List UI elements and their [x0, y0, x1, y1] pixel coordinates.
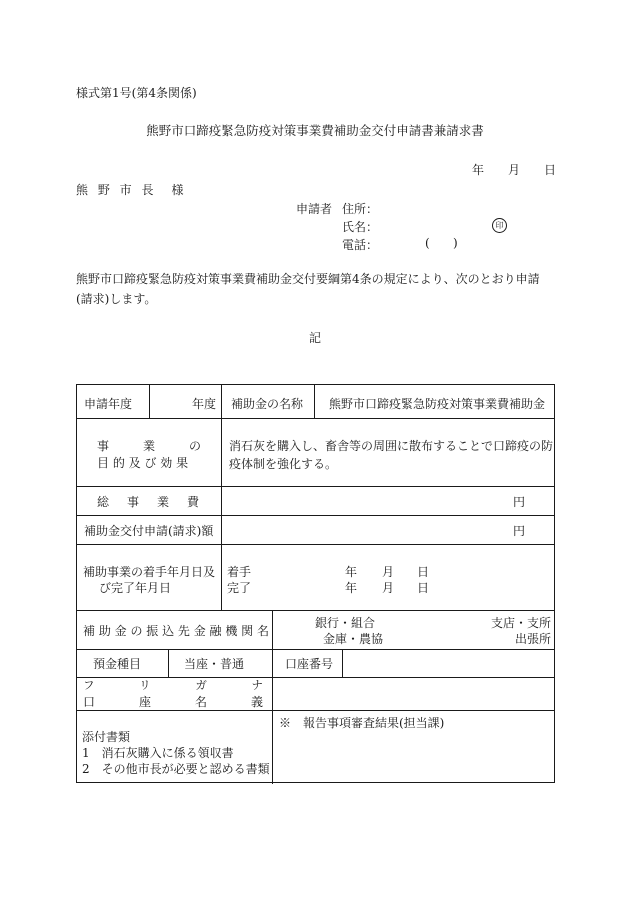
column-divider — [168, 649, 169, 677]
account-number-label: 口座番号 — [285, 657, 334, 671]
request-amount-label: 補助金交付申請(請求)額 — [84, 524, 214, 538]
period-label-line-2: び完了年月日 — [99, 581, 172, 595]
applicant-label: 申請者 — [296, 202, 333, 216]
bank-label: 補 助 金 の 振 込 先 金 融 機 関 名 — [83, 624, 269, 638]
subsidy-name-value: 熊野市口蹄疫緊急防疫対策事業費補助金 — [329, 397, 546, 411]
account-holder-label-char: 義 — [250, 695, 263, 709]
furigana-label — [83, 677, 263, 693]
row-divider — [77, 710, 554, 711]
application-year-label: 申請年度 — [84, 397, 133, 411]
application-statement: 熊野市口蹄疫緊急防疫対策事業費補助金交付要綱第4条の規定により、次のとおり申請(請求)します。 — [76, 272, 540, 306]
furigana-label-char: ナ — [251, 678, 263, 692]
application-form-table — [76, 384, 555, 783]
row-divider — [77, 649, 554, 650]
row-divider — [77, 486, 554, 487]
column-divider — [149, 385, 150, 418]
end-day-label: 日 — [417, 581, 430, 595]
purpose-text-line-2: 疫体制を強化する。 — [229, 457, 338, 471]
period-label-line-1: 補助事業の着手年月日及 — [83, 565, 216, 579]
total-cost-label-char: 業 — [156, 495, 169, 509]
furigana-label-char: リ — [139, 678, 151, 692]
branch-type-line-2: 出張所 — [515, 632, 552, 646]
attachment-item-1: 1 消石灰購入に係る領収書 — [82, 746, 234, 760]
end-year-label: 年 — [345, 581, 358, 595]
date-month-label: 月 — [508, 163, 521, 177]
date-year-label: 年 — [472, 163, 485, 177]
start-year-label: 年 — [345, 565, 358, 579]
total-cost-yen: 円 — [513, 495, 526, 509]
purpose-label-char: の — [188, 439, 201, 453]
start-month-label: 月 — [382, 565, 395, 579]
phone-paren-open: ( — [425, 236, 430, 250]
purpose-text-line-1: 消石灰を購入し、畜舎等の周囲に散布することで口蹄疫の防 — [229, 439, 554, 453]
form-number: 様式第1号(第4条関係) — [76, 86, 197, 100]
purpose-label-line-1 — [97, 437, 201, 454]
column-divider — [272, 610, 273, 784]
start-date-label: 着手 — [227, 565, 252, 579]
name-label: 氏名： — [342, 220, 379, 234]
subsidy-name-label: 補助金の名称 — [231, 397, 304, 411]
row-divider — [77, 515, 554, 516]
address-label: 住所： — [342, 202, 379, 216]
start-day-label: 日 — [417, 565, 430, 579]
seal-mark: 印 — [492, 218, 507, 233]
phone-paren-close: ) — [453, 236, 458, 250]
year-unit-label: 年度 — [192, 397, 217, 411]
purpose-label-line-2: 目 的 及 び 効 果 — [97, 456, 189, 470]
column-divider — [221, 418, 222, 610]
addressee: 熊 野 市 長 様 — [76, 183, 187, 197]
document-title: 熊野市口蹄疫緊急防疫対策事業費補助金交付申請書兼請求書 — [146, 123, 484, 138]
purpose-label-char: 事 — [97, 439, 110, 453]
total-cost-label-char: 総 — [97, 495, 110, 509]
attachment-item-2: 2 その他市長が必要と認める書類 — [82, 762, 270, 776]
branch-type-line-1: 支店・支所 — [491, 616, 552, 630]
furigana-label-char: フ — [83, 678, 95, 692]
record-mark: 記 — [308, 331, 321, 345]
bank-type-line-1: 銀行・組合 — [315, 616, 376, 630]
deposit-type-label: 預金種目 — [93, 657, 142, 671]
total-cost-label-char: 費 — [186, 495, 199, 509]
total-cost-label — [97, 493, 199, 510]
account-holder-label-char: 口 — [83, 695, 96, 709]
phone-label: 電話： — [342, 238, 379, 252]
column-divider — [314, 385, 315, 418]
date-day-label: 日 — [544, 163, 557, 177]
column-divider — [342, 649, 343, 677]
furigana-label-char: ガ — [195, 678, 207, 692]
total-cost-label-char: 事 — [126, 495, 139, 509]
column-divider — [221, 385, 222, 418]
account-holder-label-char: 名 — [194, 695, 207, 709]
purpose-label-char: 業 — [142, 439, 155, 453]
deposit-type-value: 当座・普通 — [184, 657, 245, 671]
account-holder-label — [83, 693, 263, 710]
row-divider — [77, 544, 554, 545]
request-amount-yen: 円 — [513, 524, 526, 538]
end-date-label: 完了 — [227, 581, 252, 595]
bank-type-line-2: 金庫・農協 — [323, 632, 384, 646]
account-holder-label-char: 座 — [138, 695, 151, 709]
row-divider — [77, 610, 554, 611]
review-note: ※ 報告事項審査結果(担当課) — [279, 716, 445, 730]
end-month-label: 月 — [382, 581, 395, 595]
row-divider — [77, 418, 554, 419]
attachments-title: 添付書類 — [82, 730, 131, 744]
